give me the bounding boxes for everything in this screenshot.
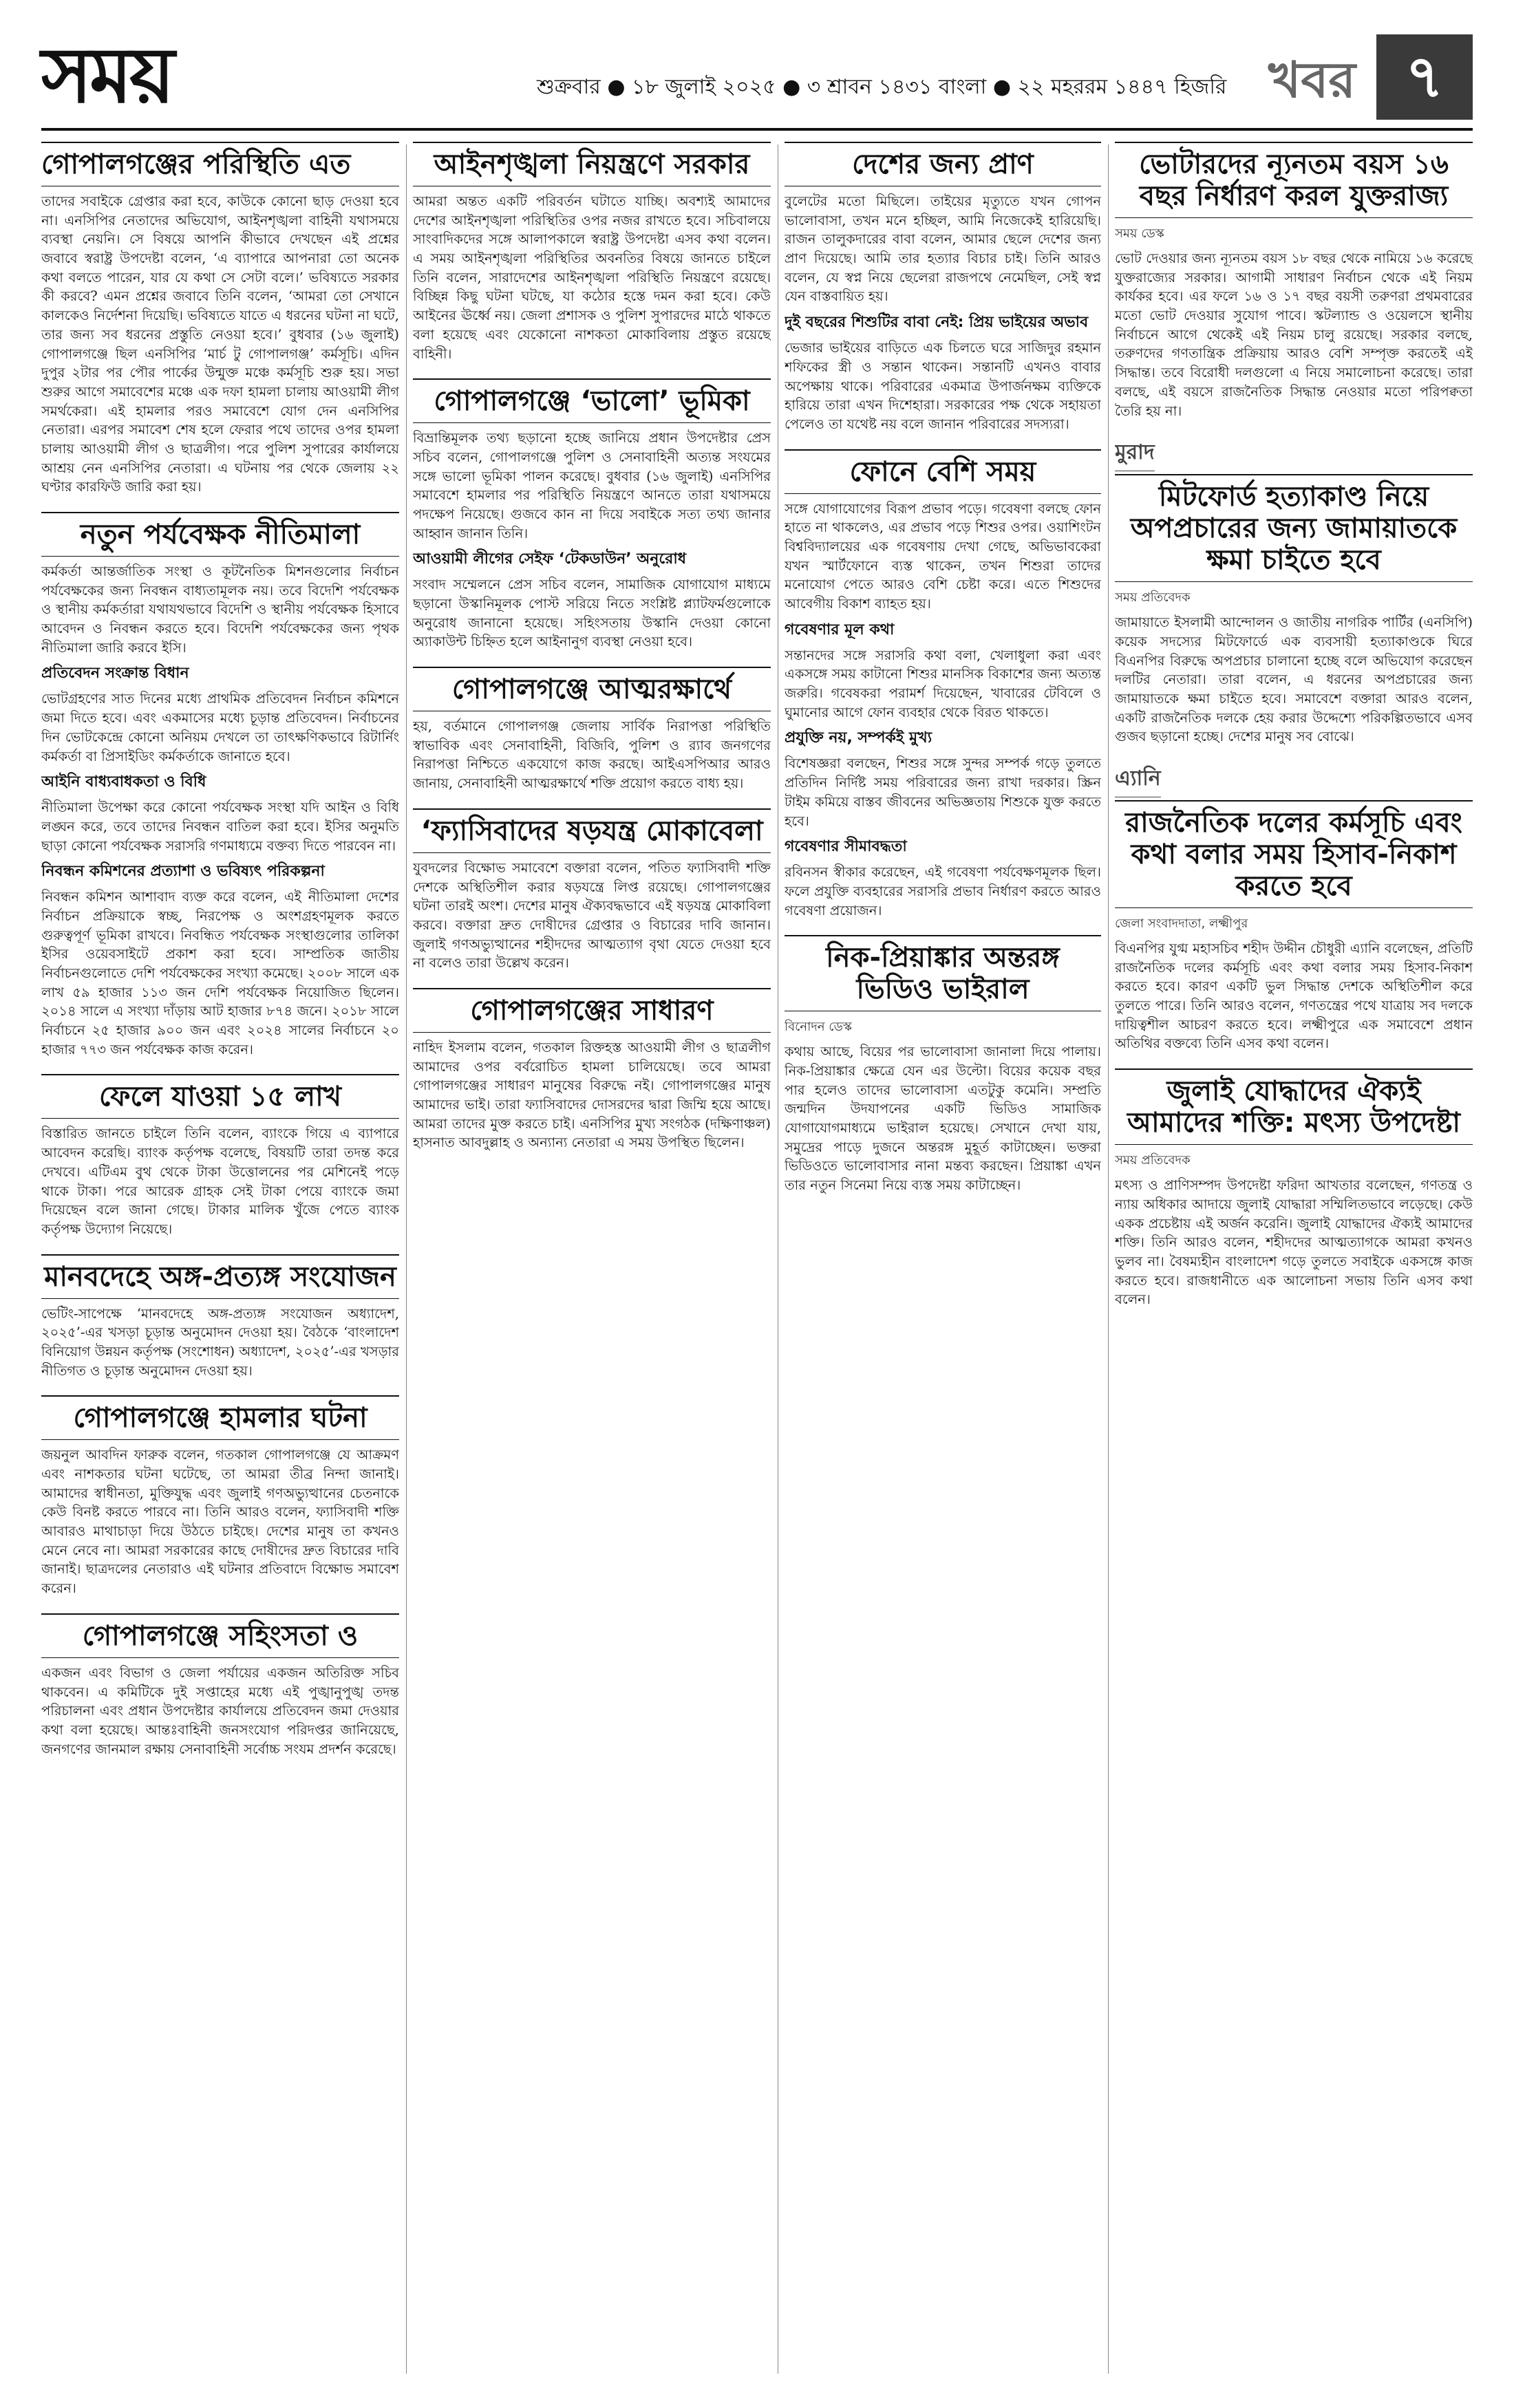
column-1 — [41, 142, 399, 2385]
story-body: বিশেষজ্ঞরা বলছেন, শিশুর সঙ্গে সুন্দর সম্পর্ক গড়ে তুলতে প্রতিদিন নির্দিষ্ট সময় পরিবারের জন্য রাখা দরকার। স্ক্রিন টাইম কমিয়ে বাস্তব জীবনের অভিজ্ঞতায় শিশুকে যুক্ত করতে হবে। — [785, 755, 1101, 829]
headline: গোপালগঞ্জে সহিংসতা ও — [41, 1613, 399, 1658]
byline: সময় ডেস্ক — [1115, 226, 1164, 241]
subheading: আইনি বাধ্যবাধকতা ও বিধি — [41, 773, 206, 791]
headline: রাজনৈতিক দলের কর্মসূচি এবং কথা বলার সময় হিসাব-নিকাশ করতে হবে — [1115, 800, 1473, 908]
story-body: বিভ্রান্তিমূলক তথ্য ছড়ানো হচ্ছে জানিয়ে প্রধান উপদেষ্টার প্রেস সচিব বলেন, গোপালগঞ্জে পুলিশ ও সেনাবাহিনী অত্যন্ত সংযমের সঙ্গে ভালো ভূমিকা পালন করেছে। বুধবার (১৬ জুলাই) এনসিপির সমাবেশে হামলার পর পরিস্থিতি নিয়ন্ত্রণে আনতে তারা যথাসময়ে পদক্ষেপ নিয়েছে। গুজবে কান না দিয়ে সবাইকে সত্য তথ্য জানার আহ্বান জানান তিনি। — [413, 430, 771, 541]
headline: ফেলে যাওয়া ১৫ লাখ — [41, 1074, 399, 1119]
headline: মানবদেহে অঙ্গ-প্রত্যঙ্গ সংযোজন — [41, 1254, 399, 1299]
column-rule — [406, 144, 407, 2374]
story-body: ভোট দেওয়ার জন্য ন্যূনতম বয়স ১৮ বছর থেকে নামিয়ে ১৬ করেছে যুক্তরাজ্যের সরকার। আগামী সাধারণ নির্বাচন থেকে এই নিয়ম কার্যকর হবে। এর ফলে ১৬ ও ১৭ বছর বয়সী তরুণরা প্রথমবারের মতো ভোট দেওয়ার সুযোগ পাবে। স্কটল্যান্ড ও ওয়েলসে স্থানীয় নির্বাচনে আগে থেকেই এই নিয়ম চালু রয়েছে। সরকার বলছে, তরুণদের গণতান্ত্রিক প্রক্রিয়ায় আরও বেশি সম্পৃক্ত করতেই এই সিদ্ধান্ত। তবে বিরোধী দলগুলো এ নিয়ে সমালোচনা করেছে। তারা বলছে, এই বয়সে রাজনৈতিক সিদ্ধান্ত নেওয়ার মতো পরিপক্বতা তৈরি হয় না। — [1115, 250, 1473, 419]
story-body: আমরা অন্তত একটি পরিবর্তন ঘটাতে যাচ্ছি। অবশ্যই আমাদের দেশের আইনশৃঙ্খলা পরিস্থিতির ওপর নজর রাখতে হবে। সচিবালয়ে সাংবাদিকদের সঙ্গে আলাপকালে স্বরাষ্ট্র উপদেষ্টা এসব কথা বলেন। এ সময় আইনশৃঙ্খলা পরিস্থিতির অবনতির বিষয়ে জানতে চাইলে তিনি বলেন, সারাদেশের আইনশৃঙ্খলা পরিস্থিতি নিয়ন্ত্রণে রয়েছে। বিচ্ছিন্ন কিছু ঘটনা ঘটছে, যা কঠোর হস্তে দমন করা হবে। কেউ আইনের ঊর্ধ্বে নয়। জেলা প্রশাসক ও পুলিশ সুপারদের মাঠে থাকতে বলা হয়েছে এবং যেকোনো নাশকতা মোকাবিলায় প্রস্তুত রয়েছে বাহিনী। — [413, 193, 771, 362]
story-body: বুলেটের মতো মিছিলে। তাইয়ের মৃত্যুতে যখন গোপন ভালোবাসা, তখন মনে হচ্ছিল, আমি নিজেকেই হারিয়েছি। রাজন তালুকদারের বাবা বলেন, আমার ছেলে দেশের জন্য প্রাণ দিয়েছে। আমি তার হত্যার বিচার চাই। তিনি আরও বলেন, যে স্বপ্ন নিয়ে ছেলেরা রাজপথে নেমেছিল, সেই স্বপ্ন যেন বাস্তবায়িত হয়। — [785, 193, 1101, 305]
column-4 — [1115, 142, 1473, 2385]
headline: গোপালগঞ্জে হামলার ঘটনা — [41, 1395, 399, 1440]
newspaper-logo: সময় — [41, 31, 173, 120]
section-name: খবর — [1268, 51, 1356, 109]
story-phone-time — [785, 449, 1101, 921]
subheading: আওয়ামী লীগের সেইফ ‘টেকডাউন’ অনুরোধ — [413, 550, 687, 568]
subheading: প্রযুক্তি নয়, সম্পর্কই মুখ্য — [785, 729, 932, 747]
story-body: একজন এবং বিভাগ ও জেলা পর্যায়ের একজন অতিরিক্ত সচিব থাকবেন। এ কমিটিকে দুই সপ্তাহের মধ্যে এই পুঙ্খানুপুঙ্খ তদন্ত পরিচালনা এবং প্রধান উপদেষ্টার কার্যালয়ে প্রতিবেদন জমা দেওয়ার কথা বলা হয়েছে। আন্তঃবাহিনী জনসংযোগ পরিদপ্তর জানিয়েছে, জনগণের জানমাল রক্ষায় সেনাবাহিনী সর্বোচ্চ সংযম প্রদর্শন করেছে। — [41, 1664, 399, 1757]
story-body: বিস্তারিত জানতে চাইলে তিনি বলেন, ব্যাংকে গিয়ে এ ব্যাপারে আবেদন করেছি। ব্যাংক কর্তৃপক্ষ বলেছে, বিষয়টি তারা তদন্ত করে দেখবে। এটিএম বুথ থেকে টাকা উত্তোলনের পর মেশিনেই পড়ে থাকে টাকা। পরে আরেক গ্রাহক সেই টাকা পেয়ে ব্যাংকে জমা দিয়েছেন বলে জানা গেছে। টাকার মালিক খুঁজে পেতে ব্যাংক কর্তৃপক্ষ উদ্যোগ নিয়েছে। — [41, 1126, 399, 1237]
page-number: ৭ — [1376, 34, 1473, 120]
story-july-fighters — [1115, 1068, 1473, 1309]
story-body: কর্মকর্তা আন্তর্জাতিক সংস্থা ও কূটনৈতিক মিশনগুলোর নির্বাচন পর্যবেক্ষকের জন্য নিবন্ধন বাধ্যতামূলক নয়। তবে বিদেশি পর্যবেক্ষক ও স্থানীয় কর্মকর্তারা যথাযথভাবে বিদেশি ও স্থানীয় পর্যবেক্ষক হিসাবে আবেদন ও নিবন্ধন করতে হবে। বিদেশি পর্যবেক্ষকের জন্য পৃথক নীতিমালা জারি করবে ইসি। — [41, 563, 399, 656]
story-fascism-conspiracy — [413, 808, 771, 973]
story-body: নাহিদ ইসলাম বলেন, গতকাল রিক্তহস্ত আওয়ামী লীগ ও ছাত্রলীগ আমাদের ওপর বর্বরোচিত হামলা চালিয়েছে। তবে আমরা গোপালগঞ্জের সাধারণ মানুষের বিরুদ্ধে নই। গোপালগঞ্জের মানুষ আমাদের ভাই। তারা ফ্যাসিবাদের দোসরদের দ্বারা জিম্মি হয়ে আছে। আমরা তাদের মুক্ত করতে চাই। এনসিপির মুখ্য সংগঠক (দক্ষিণাঞ্চল) হাসনাত আবদুল্লাহ ও অন্যান্য নেতারা এ সময় উপস্থিত ছিলেন। — [413, 1039, 771, 1151]
speaker-tag: মুরাদ — [1115, 436, 1155, 471]
story-body: যুবদলের বিক্ষোভ সমাবেশে বক্তারা বলেন, পতিত ফ্যাসিবাদী শক্তি দেশকে অস্থিতিশীল করার ষড়যন্ত্রে লিপ্ত রয়েছে। গোপালগঞ্জের ঘটনা তারই অংশ। দেশের মানুষ ঐক্যবদ্ধভাবে এই ষড়যন্ত্র মোকাবিলা করবে। বক্তারা দ্রুত দোষীদের গ্রেপ্তার ও বিচারের দাবি জানান। জুলাই গণঅভ্যুত্থানের শহীদদের আত্মত্যাগ বৃথা যেতে দেওয়া হবে না বলেও তারা উল্লেখ করেন। — [413, 859, 771, 971]
story-good-role — [413, 378, 771, 652]
story-uk-voting-age — [1115, 142, 1473, 420]
story-body: ভেটিং-সাপেক্ষে ‘মানবদেহে অঙ্গ-প্রত্যঙ্গ সংযোজন অধ্যাদেশ, ২০২৫’-এর খসড়া চূড়ান্ত অনুমোদন দেওয়া হয়। বৈঠকে ‘বাংলাদেশ বিনিয়োগ উন্নয়ন কর্তৃপক্ষ (সংশোধন) অধ্যাদেশ, ২০২৫’-এর খসড়ার নীতিগত ও চূড়ান্ত অনুমোদন দেওয়া হয়। — [41, 1305, 399, 1379]
headline: ‘ফ্যাসিবাদের ষড়যন্ত্র মোকাবেলা — [413, 808, 771, 853]
subheading: গবেষণার মূল কথা — [785, 621, 895, 638]
story-body: তাদের সবাইকে গ্রেপ্তার করা হবে, কাউকে কোনো ছাড় দেওয়া হবে না। এনসিপির নেতাদের অভিযোগ, আইনশৃঙ্খলা বাহিনী যথাসময়ে ব্যবস্থা নেয়নি। সে বিষয়ে আপনি কীভাবে দেখছেন এই প্রশ্নের জবাবে স্বরাষ্ট্র উপদেষ্টা বলেন, ‘এ ব্যাপারে আপনারা তো অনেক কথা বলতে পারেন, যার যে কথা সে সেটা বলে।’ ভবিষ্যতে সরকার কী করবে? এমন প্রশ্নের জবাবে তিনি বলেন, ‘আমরা তো সেখানে কালকেও নির্দেশনা দিয়েছি। ভবিষ্যতে যাতে এ ধরনের ঘটনা না ঘটে, তার জন্য সব ধরনের প্রস্তুতি নেওয়া হবে।’ বুধবার (১৬ জুলাই) গোপালগঞ্জে ছিল এনসিপির ‘মার্চ টু গোপালগঞ্জ’ কর্মসূচি। এদিন দুপুর ২টার পর পৌর পার্কের উন্মুক্ত মঞ্চে কর্মসূচি শুরু হয়। সভা শুরুর আগে সমাবেশের মঞ্চে এক দফা হামলা চালায় আওয়ামী লীগ সমর্থকেরা। এই হামলার পরও সমাবেশে যোগ দেন এনসিপির নেতারা। এরপর সমাবেশ শেষ হলে ফেরার পথে তাদের ওপর হামলা চালায় আওয়ামী লীগ ও ছাত্রলীগ। পরে পুলিশ সুপারের কার্যালয়ে আশ্রয় নেন এনসিপির নেতারা। এ ঘটনায় পর থেকে জেলায় ২২ ঘণ্টার কারফিউ জারি করা হয়। — [41, 193, 399, 495]
story-nick-priyanka — [785, 935, 1101, 1195]
story-15-lakh — [41, 1074, 399, 1238]
subheading: নিবন্ধন কমিশনের প্রত্যাশা ও ভবিষ্যৎ পরিকল্পনা — [41, 863, 325, 881]
story-gopalganj-violence — [41, 1613, 399, 1759]
headline: গোপালগঞ্জে আত্মরক্ষার্থে — [413, 667, 771, 711]
headline: জুলাই যোদ্ধাদের ঐক্যই আমাদের শক্তি: মৎস্য উপদেষ্টা — [1115, 1068, 1473, 1145]
story-body: হয়, বর্তমানে গোপালগঞ্জ জেলায় সার্বিক নিরাপত্তা পরিস্থিতি স্বাভাবিক এবং সেনাবাহিনী, বিজিবি, পুলিশ ও র‍্যাব জনগণের নিরাপত্তা নিশ্চিতে একযোগে কাজ করছে। আইএসপিআর আরও জানায়, সেনাবাহিনী আত্মরক্ষার্থে শক্তি প্রয়োগ করতে বাধ্য হয়। — [413, 718, 771, 792]
headline: নতুন পর্যবেক্ষক নীতিমালা — [41, 512, 399, 557]
story-law-order — [413, 142, 771, 363]
story-political-programs — [1115, 762, 1473, 1053]
story-body: ভোটগ্রহণের সাত দিনের মধ্যে প্রাথমিক প্রতিবেদন নির্বাচন কমিশনে জমা দিতে হবে। এবং একমাসের মধ্যে চূড়ান্ত প্রতিবেদন। নির্বাচনের দিন ভোটকেন্দ্রে কোনো অনিয়ম দেখলে তা তাৎক্ষণিকভাবে রিটার্নিং কর্মকর্তা বা প্রিসাইডিং কর্মকর্তাকে জানাতে হবে। — [41, 691, 399, 764]
column-3 — [785, 142, 1101, 2385]
story-gopalganj-situation — [41, 142, 399, 497]
story-mitford — [1115, 436, 1473, 746]
story-body: কথায় আছে, বিয়ের পর ভালোবাসা জানালা দিয়ে পালায়। নিক-প্রিয়াঙ্কার ক্ষেত্রে যেন এর উল্টো। বিয়ের কয়েক বছর পার হলেও তাদের ভালোবাসা এতটুকু কমেনি। সম্প্রতি জন্মদিন উদযাপনের একটি ভিডিও সামাজিক যোগাযোগমাধ্যমে ভাইরাল হয়েছে। সেখানে দেখা যায়, সমুদ্রের পাড়ে দুজনে অন্তরঙ্গ মুহূর্ত কাটাচ্ছেন। ভক্তরা ভিডিওতে ভালোবাসার নানা মন্তব্য করছেন। প্রিয়াঙ্কা এখন তার নতুন সিনেমা নিয়ে ব্যস্ত সময় কাটাচ্ছেন। — [785, 1044, 1101, 1194]
story-body: রবিনসন স্বীকার করেছেন, এই গবেষণা পর্যবেক্ষণমূলক ছিল। ফলে প্রযুক্তি ব্যবহারের সরাসরি প্রভাব নির্ধারণ করতে আরও গবেষণা প্রয়োজন। — [785, 864, 1101, 918]
headline: গোপালগঞ্জের সাধারণ — [413, 988, 771, 1033]
headline: ফোনে বেশি সময় — [785, 449, 1101, 494]
headline: গোপালগঞ্জের পরিস্থিতি এত — [41, 142, 399, 186]
story-body: সন্তানদের সঙ্গে সরাসরি কথা বলা, খেলাধুলা করা এবং একসঙ্গে সময় কাটানো শিশুর মানসিক বিকাশের জন্য অত্যন্ত জরুরি। গবেষকরা পরামর্শ দিয়েছেন, খাবারের টেবিলে ও ঘুমানোর আগে ফোন ব্যবহার থেকে বিরত থাকতে। — [785, 647, 1101, 720]
dateline: শুক্রবার ● ১৮ জুলাই ২০২৫ ● ৩ শ্রাবন ১৪৩১ বাংলা ● ২২ মহররম ১৪৪৭ হিজরি — [537, 75, 1227, 99]
headline: আইনশৃঙ্খলা নিয়ন্ত্রণে সরকার — [413, 142, 771, 186]
story-body: জামায়াতে ইসলামী আন্দোলন ও জাতীয় নাগরিক পার্টির (এনসিপি) কয়েক সদস্যের মিটফোর্ডে এক ব্যবসায়ী হত্যাকাণ্ডকে ঘিরে বিএনপির বিরুদ্ধে অপপ্রচার চালানো হচ্ছে বলে অভিযোগ করেছেন দলটির নেতারা। তারা বলেন, এ ধরনের অপপ্রচারের জন্য জামায়াতকে ক্ষমা চাইতে হবে। সমাবেশে বক্তারা আরও বলেন, একটি রাজনৈতিক দলকে হেয় করার উদ্দেশ্যে পরিকল্পিতভাবে এসব গুজব ছড়ানো হচ্ছে। দেশের মানুষ সব বোঝে। — [1115, 614, 1473, 745]
byline: জেলা সংবাদদাতা, লক্ষ্মীপুর — [1115, 916, 1248, 931]
story-body: নীতিমালা উপেক্ষা করে কোনো পর্যবেক্ষক সংস্থা যদি আইন ও বিধি লঙ্ঘন করে, তবে তাদের নিবন্ধন বাতিল করা হবে। ইসির অনুমতি ছাড়া কোনো পর্যবেক্ষক সরাসরি গণমাধ্যমে বক্তব্য দিতে পারবেন না। — [41, 799, 399, 854]
headline: দেশের জন্য প্রাণ — [785, 142, 1101, 186]
story-body: নিবন্ধন কমিশন আশাবাদ ব্যক্ত করে বলেন, এই নীতিমালা দেশের নির্বাচন প্রক্রিয়াকে স্বচ্ছ, নিরপেক্ষ ও অংশগ্রহণমূলক করতে গুরুত্বপূর্ণ ভূমিকা রাখবে। নিবন্ধিত পর্যবেক্ষক সংস্থাগুলোর তালিকা ইসির ওয়েবসাইটে প্রকাশ করা হবে। সাম্প্রতিক জাতীয় নির্বাচনগুলোতে দেশি পর্যবেক্ষকের সংখ্যা কমেছে। ২০০৮ সালে এক লাখ ৫৯ হাজার ১১৩ জন দেশি পর্যবেক্ষক নিয়োজিত ছিলেন। ২০১৪ সালে এ সংখ্যা দাঁড়ায় আট হাজার ৮৭৪ জনে। ২০১৮ সালে নির্বাচনে ২৫ হাজার ৯০০ জন এবং ২০২৪ সালের নির্বাচনে ২০ হাজার ৭৭৩ জন পর্যবেক্ষক কাজ করেন। — [41, 889, 399, 1057]
byline: সময় প্রতিবেদক — [1115, 1153, 1191, 1168]
story-observer-policy — [41, 512, 399, 1059]
story-body: সংবাদ সম্মেলনে প্রেস সচিব বলেন, সামাজিক যোগাযোগ মাধ্যমে ছড়ানো উস্কানিমূলক পোস্ট সরিয়ে নিতে সংশ্লিষ্ট প্ল্যাটফর্মগুলোকে অনুরোধ জানানো হয়েছে। সহিংসতায় উস্কানি দেওয়া কোনো অ্যাকাউন্ট চিহ্নিত হলে আইনানুগ ব্যবস্থা নেওয়া হবে। — [413, 577, 771, 650]
headline: গোপালগঞ্জে ‘ভালো’ ভূমিকা — [413, 378, 771, 423]
story-body: মৎস্য ও প্রাণিসম্পদ উপদেষ্টা ফরিদা আখতার বলেছেন, গণতন্ত্র ও ন্যায় অধিকার আদায়ে জুলাই যোদ্ধারা সম্মিলিতভাবে লড়েছে। কেউ একক প্রচেষ্টায় এই অর্জন করেনি। জুলাই যোদ্ধাদের ঐক্যই আমাদের শক্তি। তিনি আরও বলেন, শহীদদের আত্মত্যাগকে আমরা কখনও ভুলব না। বৈষম্যহীন বাংলাদেশ গড়ে তুলতে সবাইকে একসঙ্গে কাজ করতে হবে। রাজধানীতে এক আলোচনা সভায় তিনি এসব কথা বলেন। — [1115, 1177, 1473, 1308]
story-gopalganj-attack — [41, 1395, 399, 1598]
story-self-defense — [413, 667, 771, 793]
story-life-for-country — [785, 142, 1101, 434]
story-organ-transplant — [41, 1254, 399, 1381]
speaker-tag: এ্যানি — [1115, 762, 1161, 797]
headline: ভোটারদের ন্যূনতম বয়স ১৬ বছর নির্ধারণ করল যুক্তরাজ্য — [1115, 142, 1473, 218]
byline: বিনোদন ডেস্ক — [785, 1020, 852, 1035]
story-body: জয়নুল আবদিন ফারুক বলেন, গতকাল গোপালগঞ্জে যে আক্রমণ এবং নাশকতার ঘটনা ঘটেছে, তা আমরা তীব্র নিন্দা জানাই। আমাদের স্বাধীনতা, মুক্তিযুদ্ধ এবং জুলাই গণঅভ্যুত্থানের চেতনাকে কেউ বিনষ্ট করতে পারবে না। তিনি আরও বলেন, ফ্যাসিবাদী শক্তি আবারও মাথাচাড়া দিয়ে উঠতে চাইছে। দেশের মানুষ তা কখনও মেনে নেবে না। আমরা সরকারের কাছে দোষীদের দ্রুত বিচারের দাবি জানাই। ছাত্রদলের নেতারাও এই ঘটনার প্রতিবাদে বিক্ষোভ সমাবেশ করেন। — [41, 1447, 399, 1597]
byline: সময় প্রতিবেদক — [1115, 590, 1191, 605]
masthead — [41, 28, 1473, 131]
headline: নিক-প্রিয়াঙ্কার অন্তরঙ্গ ভিডিও ভাইরাল — [785, 935, 1101, 1011]
column-rule — [1108, 144, 1109, 2374]
headline: মিটফোর্ড হত্যাকাণ্ড নিয়ে অপপ্রচারের জন্য জামায়াতকে ক্ষমা চাইতে হবে — [1115, 474, 1473, 582]
story-body: ভেজার ভাইয়ের বাড়িতে এক চিলতে ঘরে সাজিদুর রহমান শফিকের স্ত্রী ও সন্তান থাকেন। সন্তানটি এখনও বাবার অপেক্ষায় থাকে। পরিবারের একমাত্র উপার্জনক্ষম ব্যক্তিকে হারিয়ে তারা এখন দিশেহারা। সরকারের পক্ষ থেকে সহায়তা পেলেও তা যথেষ্ট নয় বলে জানান পরিবারের সদস্যরা। — [785, 340, 1101, 432]
story-body: সঙ্গে যোগাযোগের বিরূপ প্রভাব পড়ে। গবেষণা বলছে ফোন হাতে না থাকলেও, এর প্রভাব পড়ে শিশুর ওপর। ওয়াশিংটন বিশ্ববিদ্যালয়ের এক গবেষণায় দেখা গেছে, অভিভাবকেরা যখন স্মার্টফোনে ব্যস্ত থাকেন, তখন শিশুরা তাদের মনোযোগ পেতে আরও বেশি চেষ্টা করে। এতে শিশুদের আবেগীয় বিকাশ ব্যাহত হয়। — [785, 500, 1101, 612]
story-body: বিএনপির যুগ্ম মহাসচিব শহীদ উদ্দীন চৌধুরী এ্যানি বলেছেন, প্রতিটি রাজনৈতিক দলের কর্মসূচি এবং কথা বলার সময় হিসাব-নিকাশ করতে হবে। কারণ একটি ভুল সিদ্ধান্ত দেশকে অস্থিতিশীল করে তুলতে পারে। তিনি আরও বলেন, গণতন্ত্রের পথে যাত্রায় সব দলকে দায়িত্বশীল আচরণ করতে হবে। লক্ষ্মীপুরে এক সমাবেশে প্রধান অতিথির বক্তব্যে তিনি এসব কথা বলেন। — [1115, 940, 1473, 1052]
subheading: গবেষণার সীমাবদ্ধতা — [785, 838, 907, 856]
subheading: দুই বছরের শিশুটির বাবা নেই: প্রিয় ভাইয়ের অভাব — [785, 314, 1089, 332]
column-2 — [413, 142, 771, 2385]
subheading: প্রতিবেদন সংক্রান্ত বিধান — [41, 665, 189, 682]
story-gopalganj-general — [413, 988, 771, 1152]
